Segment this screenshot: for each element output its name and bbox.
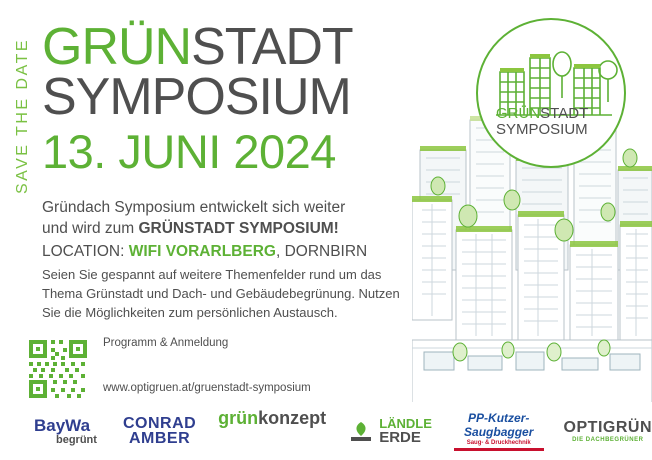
headline-line-1 [42,18,353,76]
kutzer-line2: Saug- & Druckhechnik [466,440,531,446]
logo-gruen: GRÜN [496,105,541,122]
subtitle-line-1: Gründach Symposium entwickelt sich weiter [42,199,346,216]
subtitle-line-2-bold: GRÜNSTADT SYMPOSIUM! [138,219,339,237]
sponsor-logo-pp-kutzer [454,408,544,454]
page-title [42,18,353,178]
sponsor-logo-baywa [34,408,97,454]
subtitle-block [42,198,422,263]
location-line [42,242,422,263]
save-the-date-label [10,26,36,206]
headline-stadt: STADT [191,18,353,76]
subtitle-line-2 [42,219,422,240]
subtitle-line-2-prefix: und wird zum [42,219,139,237]
sponsor-logo-laendle-erde [348,408,432,454]
logo-symposium: SYMPOSIUM [496,120,588,138]
event-url[interactable]: www.optigruen.at/gruenstadt-symposium [103,382,311,394]
optigruen-line1: OPTIGRÜN [563,419,652,436]
program-label: Programm & Anmeldung [103,337,229,349]
baywa-name: BayWa [34,416,91,435]
leaf-icon [348,418,374,444]
laendle-line2: ERDE [379,429,421,446]
headline-date: 13. JUNI 2024 [42,124,336,178]
laendle-line1: LÄNDLE [379,416,432,431]
sponsor-logo-bar [0,402,652,460]
location-city: , DORNBIRN [275,242,368,260]
sponsor-logo-optigruen [564,408,652,454]
body-paragraph: Seien Sie gespannt auf weitere Themenfelder rund um das Thema Grünstadt und Dach- und Gebäudebegrünung. Nutzen Sie die Möglichkeiten zum persönlichen Austausch. [42,267,400,320]
location-label: LOCATION: [42,242,129,260]
gruenstadt-symposium-logo [476,18,626,168]
baywa-tagline: begrünt [56,434,97,446]
kutzer-divider [454,448,544,451]
optigruen-line2: DIE DACHBEGRÜNER [572,437,644,443]
sponsor-logo-conrad-amber [123,408,196,454]
conrad-line1: CONRAD [122,414,197,432]
baywa-wordmark [34,416,97,436]
logo-stadt: STADT [540,105,589,122]
conrad-line2: AMBER [128,429,191,447]
location-place: WIFI VORARLBERG [128,242,276,260]
logo-wordmark [478,106,624,138]
sponsor-logo-gruenkonzept [218,408,326,454]
gruenkonzept-part2: konzept [258,408,327,428]
qr-code-icon[interactable] [27,338,89,400]
kutzer-line1: PP-Kutzer-Saugbagger [464,411,534,439]
gruenkonzept-part1: grün [218,408,259,428]
headline-symposium: SYMPOSIUM [42,67,351,126]
save-the-date-text: SAVE THE DATE [14,37,31,195]
headline-gruen: GRÜN [42,18,192,76]
